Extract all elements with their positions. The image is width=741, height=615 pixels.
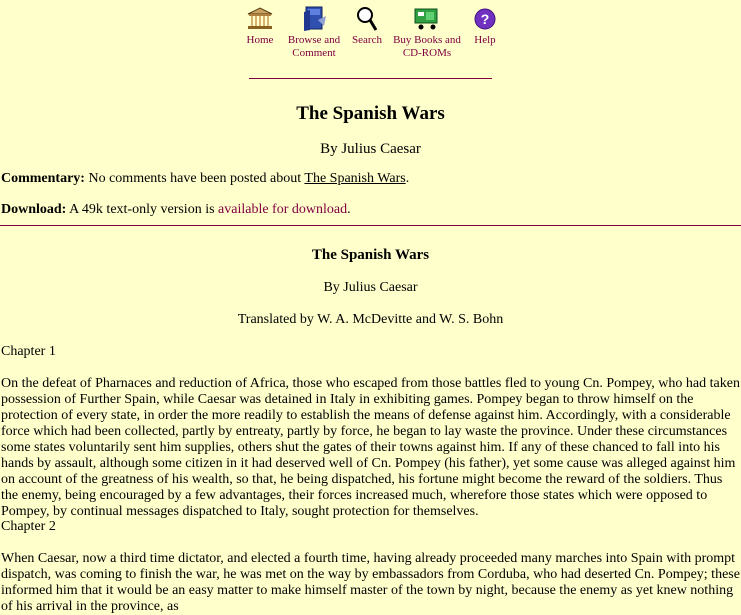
download-label: Download: bbox=[1, 202, 67, 217]
divider bbox=[249, 78, 492, 79]
commentary-line bbox=[1, 171, 740, 187]
text-translators: Translated by W. A. McDevitte and W. S. Bohn bbox=[237, 312, 504, 327]
nav-home-label: Home bbox=[246, 34, 274, 46]
commentary-label: Commentary: bbox=[1, 171, 85, 186]
nav-bar bbox=[0, 6, 741, 66]
divider bbox=[0, 225, 741, 226]
help-icon bbox=[471, 6, 499, 32]
svg-text:?: ? bbox=[480, 11, 490, 27]
text-author: By Julius Caesar bbox=[323, 280, 418, 295]
magnifier-icon bbox=[353, 6, 381, 32]
cart-icon bbox=[413, 6, 441, 32]
chapter-heading: Chapter 1 bbox=[1, 344, 56, 359]
book-icon bbox=[300, 6, 328, 32]
nav-help-label: Help bbox=[474, 34, 496, 46]
download-end: . bbox=[347, 202, 351, 217]
commentary-link[interactable]: The Spanish Wars bbox=[304, 171, 406, 186]
nav-search[interactable] bbox=[350, 6, 384, 47]
page-title: The Spanish Wars bbox=[296, 103, 445, 124]
commentary-text: No comments have been posted about bbox=[88, 171, 302, 186]
download-text: A 49k text-only version is bbox=[69, 202, 215, 217]
nav-buy-label: Buy Books and CD-ROMs bbox=[393, 34, 461, 59]
download-line bbox=[1, 202, 740, 218]
nav-buy[interactable] bbox=[392, 6, 462, 60]
nav-browse[interactable] bbox=[286, 6, 342, 60]
paragraph: When Caesar, now a third time dictator, and elected a fourth time, having already proceeded many marches into Spain with prompt dispatch, was coming to finish the war, he was met on the way by embassadors from Corduba, who had deserted Cn. Pompey; these informed him that it would be an easy matter to make himself master of the town by night, because the enemy as yet knew nothing of his arrival in the province, as bbox=[1, 551, 740, 614]
nav-search-label: Search bbox=[352, 34, 382, 46]
chapter-heading: Chapter 2 bbox=[1, 519, 56, 534]
paragraph: On the defeat of Pharnaces and reduction of Africa, those who escaped from those battles fled to young Cn. Pompey, who had taken possession of Further Spain, while Caesar was detained in Italy in exhibiting games. Pompey began to throw himself on the protection of every state, in order the more readily to establish the means of defense against him. Accordingly, with a considerable force which had been collected, partly by entreaty, partly by force, he began to lay waste the province. Under these circumstances some states voluntarily sent him supplies, others shut the gates of their towns against him. If any of these chanced to fall into his hands by assault, although some citizen in it had deserved well of Cn. Pompey (his father), yet some cause was alleged against him on account of the greatness of his wealth, so that, he being dispatched, his fortune might become the reward of the soldiers. Thus the enemy, being encouraged by a few advantages, their forces increased much, wherefore those states which were opposed to Pompey, by continual messages dispatched to Italy, sought protection for themselves. bbox=[1, 376, 740, 519]
nav-browse-label: Browse and Comment bbox=[287, 34, 341, 59]
temple-icon bbox=[246, 6, 274, 32]
commentary-end: . bbox=[405, 171, 410, 186]
page-author: By Julius Caesar bbox=[320, 141, 421, 157]
download-link[interactable]: available for download bbox=[218, 202, 348, 217]
nav-home[interactable] bbox=[244, 6, 276, 47]
nav-help[interactable] bbox=[470, 6, 500, 47]
text-title: The Spanish Wars bbox=[311, 247, 430, 263]
